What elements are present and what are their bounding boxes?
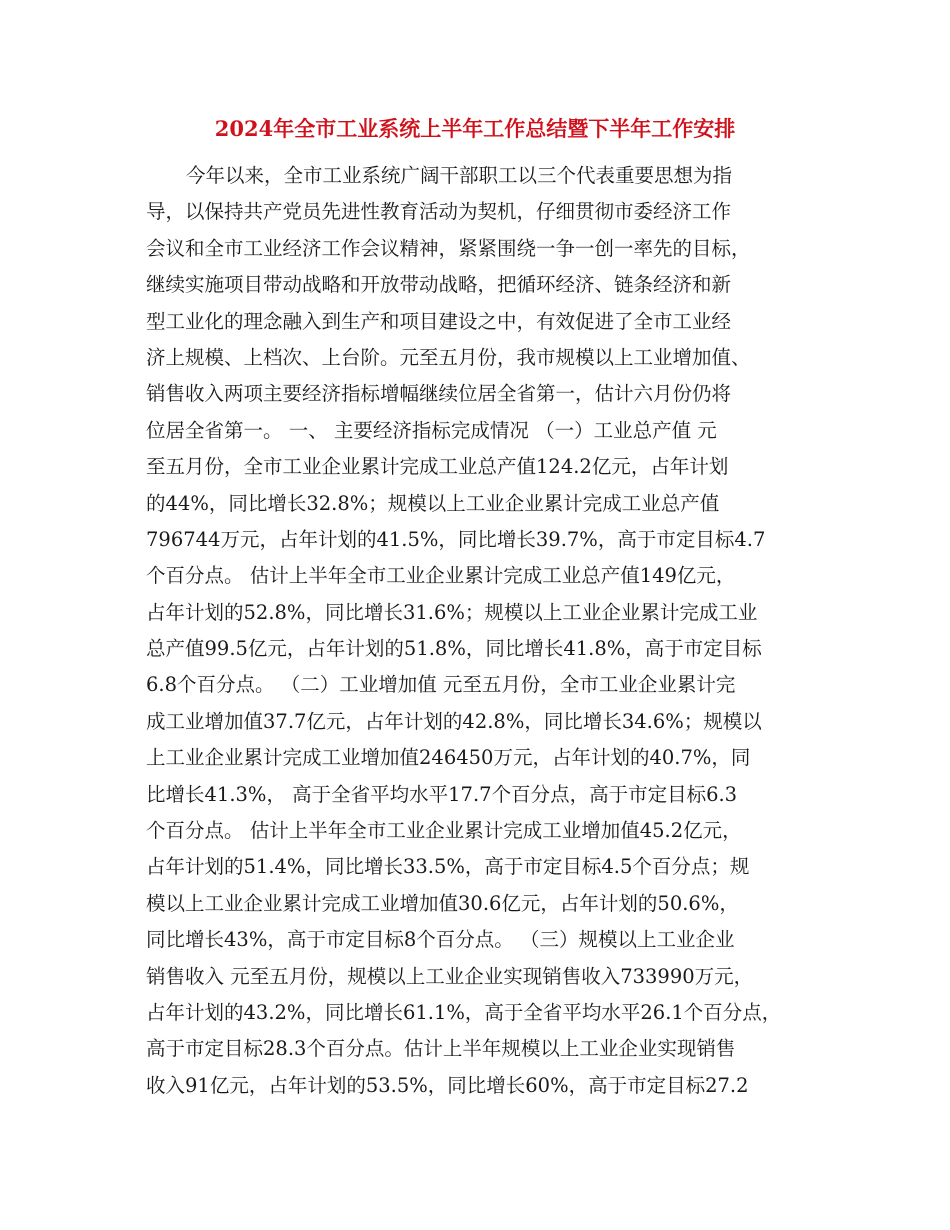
body-line: 至五月份，全市工业企业累计完成工业总产值124.2亿元，占年计划 [146, 455, 729, 479]
body-line: 796744万元，占年计划的41.5%，同比增长39.7%，高于市定目标4.7 [146, 527, 766, 551]
body-line: 上工业企业累计完成工业增加值246450万元，占年计划的40.7%，同 [146, 746, 751, 770]
body-line: 收入91亿元，占年计划的53.5%，同比增长60%，高于市定目标27.2 [146, 1073, 749, 1097]
body-line: 6.8个百分点。 （二）工业增加值 元至五月份，全市工业企业累计完 [146, 673, 736, 697]
body-line: 高于市定目标28.3个百分点。估计上半年规模以上工业企业实现销售 [146, 1037, 736, 1061]
body-line: 比增长41.3%， 高于全省平均水平17.7个百分点，高于市定目标6.3 [146, 782, 738, 806]
body-line: 占年计划的52.8%，同比增长31.6%；规模以上工业企业累计完成工业 [146, 600, 758, 624]
document-body [146, 158, 826, 1104]
body-line: 今年以来，全市工业系统广阔干部职工以三个代表重要思想为指 [186, 164, 733, 187]
body-line: 销售收入两项主要经济指标增幅继续位居全省第一，估计六月份仍将 [146, 382, 732, 406]
body-line: 占年计划的51.4%，同比增长33.5%，高于市定目标4.5个百分点；规 [146, 855, 750, 879]
body-line: 占年计划的43.2%，同比增长61.1%，高于全省平均水平26.1个百分点， [146, 1000, 782, 1024]
body-line: 模以上工业企业累计完成工业增加值30.6亿元，占年计划的50.6%， [146, 891, 739, 915]
body-line: 成工业增加值37.7亿元，占年计划的42.8%，同比增长34.6%；规模以 [146, 709, 762, 733]
body-line: 会议和全市工业经济工作会议精神，紧紧围绕一争一创一率先的目标， [146, 236, 751, 260]
body-line: 销售收入 元至五月份，规模以上工业企业实现销售收入733990万元， [146, 964, 754, 988]
body-line: 位居全省第一。 一、 主要经济指标完成情况 （一）工业总产值 元 [146, 418, 717, 442]
body-line: 同比增长43%，高于市定目标8个百分点。 （三）规模以上工业企业 [146, 928, 735, 952]
body-line: 济上规模、上档次、上台阶。元至五月份，我市规模以上工业增加值、 [146, 345, 751, 369]
body-line: 个百分点。 估计上半年全市工业企业累计完成工业总产值149亿元， [146, 564, 736, 588]
body-line: 总产值99.5亿元，占年计划的51.8%，同比增长41.8%，高于市定目标 [146, 637, 762, 661]
body-line: 型工业化的理念融入到生产和项目建设之中，有效促进了全市工业经 [146, 309, 732, 333]
document-title: 2024年全市工业系统上半年工作总结暨下半年工作安排 [214, 116, 736, 141]
body-line: 导，以保持共产党员先进性教育活动为契机，仔细贯彻市委经济工作 [146, 200, 732, 224]
body-line: 个百分点。 估计上半年全市工业企业累计完成工业增加值45.2亿元， [146, 819, 742, 843]
body-line: 的44%，同比增长32.8%；规模以上工业企业累计完成工业总产值 [146, 491, 720, 515]
body-line: 继续实施项目带动战略和开放带动战略，把循环经济、链条经济和新 [146, 273, 732, 297]
